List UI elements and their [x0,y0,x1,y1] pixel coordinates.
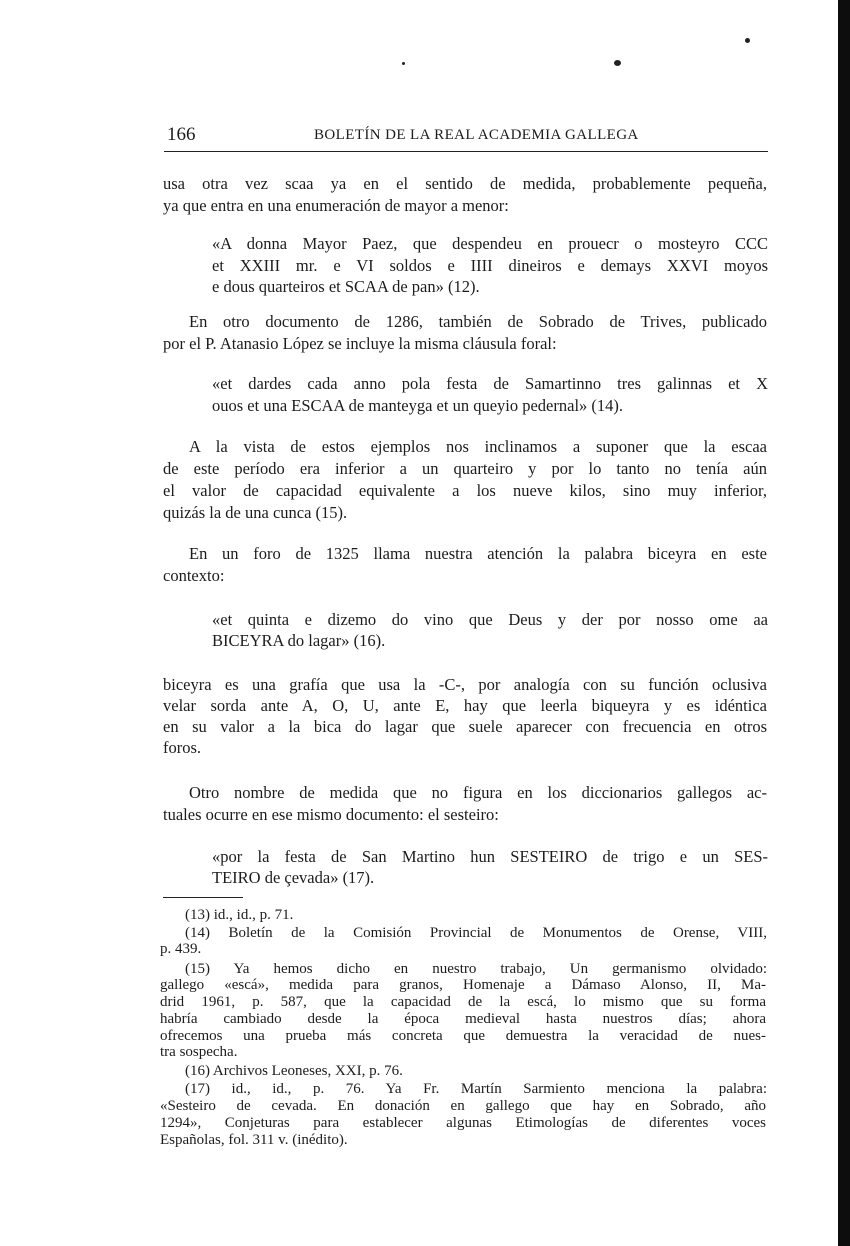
body-line: velar sorda ante A, O, U, ante E, hay que leerla biqueyra y es idéntica [163,696,767,715]
body-line: En otro documento de 1286, también de Sobrado de Trives, publicado [189,312,767,331]
body-line: En un foro de 1325 llama nuestra atención la palabra biceyra en este [189,544,767,563]
quote-line: «et dardes cada anno pola festa de Samartinno tres galinnas et X [212,374,768,393]
body-line: contexto: [163,566,225,585]
body-line: ya que entra en una enumeración de mayor a menor: [163,196,509,215]
body-line: A la vista de estos ejemplos nos inclinamos a suponer que la escaa [189,437,767,456]
quote-line: «por la festa de San Martino hun SESTEIRO de trigo e un SES- [212,847,768,866]
footnote-line: drid 1961, p. 587, que la capacidad de la escá, lo mismo que su forma [160,994,766,1010]
footnote-line: gallego «escá», medida para granos, Homenaje a Dámaso Alonso, II, Ma- [160,977,766,993]
scan-speck [614,60,621,66]
footnote-line: (17) id., id., p. 76. Ya Fr. Martín Sarmiento menciona la palabra: [185,1081,767,1097]
quote-line: ouos et una ESCAA de manteyga et un queyio pedernal» (14). [212,396,624,415]
quote-line: «A donna Mayor Paez, que despendeu en prouecr o mosteyro CCC [212,234,768,253]
footnote-line: Españolas, fol. 311 v. (inédito). [160,1132,348,1148]
footnote-line: 1294», Conjeturas para establecer algunas Etimologías de diferentes voces [160,1115,766,1131]
running-title: BOLETÍN DE LA REAL ACADEMIA GALLEGA [314,127,639,143]
body-line: biceyra es una grafía que usa la -C-, por analogía con su función oclusiva [163,675,767,694]
header-rule [164,151,768,152]
footnote-line: ofrecemos una prueba más concreta que demuestra la veracidad de nues- [160,1028,766,1044]
scan-edge-shadow [838,0,850,1246]
quote-line: et XXIII mr. e VI soldos e IIII dineiros e demays XXVI moyos [212,256,768,275]
footnote-line: (14) Boletín de la Comisión Provincial de Monumentos de Orense, VIII, [185,925,767,941]
body-line: en su valor a la bica do lagar que suele aparecer con frecuencia en otros [163,717,767,736]
footnote-line: (15) Ya hemos dicho en nuestro trabajo, Un germanismo olvidado: [185,961,767,977]
footnote-line: habría cambiado desde la época medieval hasta nuestros días; ahora [160,1011,766,1027]
footnote-line: «Sesteiro de cevada. En donación en gallego que hay en Sobrado, año [160,1098,766,1114]
quote-line: «et quinta e dizemo do vino que Deus y der por nosso ome aa [212,610,768,629]
body-line: quizás la de una cunca (15). [163,503,348,522]
page-number: 166 [167,124,196,145]
body-line: usa otra vez scaa ya en el sentido de medida, probablemente pequeña, [163,174,767,193]
footnote-line: (13) id., id., p. 71. [185,907,294,923]
scan-speck [745,38,750,43]
footnote-line: tra sospecha. [160,1044,238,1060]
body-line: tuales ocurre en ese mismo documento: el sesteiro: [163,805,499,824]
quote-line: BICEYRA do lagar» (16). [212,631,386,650]
footnote-line: p. 439. [160,941,202,957]
quote-line: e dous quarteiros et SCAA de pan» (12). [212,277,480,296]
quote-line: TEIRO de çevada» (17). [212,868,375,887]
body-line: de este período era inferior a un quarteiro y por lo tanto no tenía aún [163,459,767,478]
scan-speck [402,62,405,65]
body-line: el valor de capacidad equivalente a los nueve kilos, sino muy inferior, [163,481,767,500]
body-line: por el P. Atanasio López se incluye la misma cláusula foral: [163,334,557,353]
footnote-line: (16) Archivos Leoneses, XXI, p. 76. [185,1063,403,1079]
body-line: Otro nombre de medida que no figura en los diccionarios gallegos ac- [189,783,767,802]
footnote-rule [163,897,243,898]
body-line: foros. [163,738,202,757]
